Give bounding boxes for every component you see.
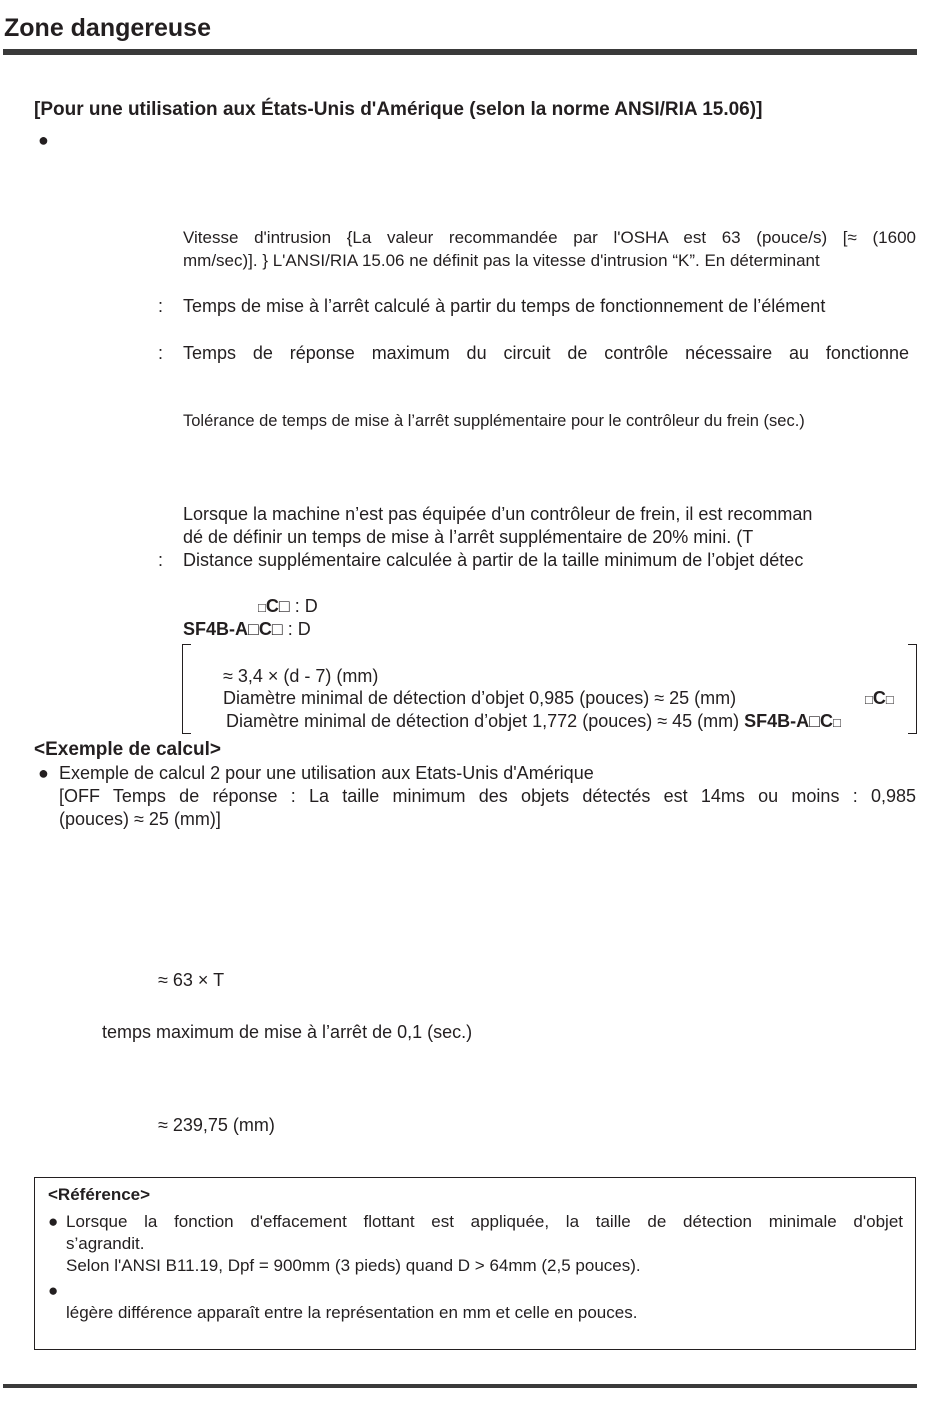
note-line-1: Lorsque la machine n’est pas équipée d’un contrôleur de frein, il est recomman	[183, 504, 813, 524]
tbm-definition: Tolérance de temps de mise à l’arrêt supplémentaire pour le contrôleur du frein (sec.)	[183, 412, 805, 430]
dpf-colon: :	[158, 550, 164, 570]
reference-title: <Référence>	[48, 1185, 151, 1204]
example-result: ≈ 239,75 (mm)	[158, 1115, 275, 1135]
note-line-2: dé de définir un temps de mise à l’arrêt supplémentaire de 20% mini. (T	[183, 527, 754, 547]
diameter-line-2: Diamètre minimal de détection d’objet 1,772 (pouces) ≈ 45 (mm) SF4B-A□C□	[226, 711, 841, 731]
example-stop-time: temps maximum de mise à l’arrêt de 0,1 (sec.)	[102, 1022, 473, 1042]
model-1-line: □C□ : D	[258, 596, 318, 616]
diameter-line-1: Diamètre minimal de détection d’objet 0,985 (pouces) ≈ 25 (mm)	[223, 688, 737, 708]
model-2-line: SF4B-A□C□ : D	[183, 619, 311, 639]
section-heading: [Pour une utilisation aux États-Unis d'Amérique (selon la norme ANSI/RIA 15.06)]	[34, 99, 763, 120]
dpf-definition: Distance supplémentaire calculée à partir de la taille minimum de l’objet détec	[183, 550, 804, 570]
example-heading: <Exemple de calcul>	[34, 739, 221, 760]
reference-bullet-2: ●	[48, 1281, 59, 1300]
example-bullet: ●	[38, 763, 49, 783]
reference-item-1-line-3: Selon l'ANSI B11.19, Dpf = 900mm (3 pieds) quand D > 64mm (2,5 pouces).	[66, 1256, 641, 1275]
example-title: Exemple de calcul 2 pour une utilisation aux Etats-Unis d'Amérique	[59, 763, 594, 783]
bracket-right	[908, 644, 917, 734]
tr-colon: :	[158, 343, 164, 363]
reference-bullet-1: ●	[48, 1212, 59, 1231]
example-condition-line-1: [OFF Temps de réponse : La taille minimum des objets détectés est 14ms ou moins : 0,985	[59, 786, 916, 806]
page-title: Zone dangereuse	[4, 14, 211, 42]
reference-item-2-line-1: légère différence apparaît entre la représentation en mm et celle en pouces.	[66, 1303, 638, 1322]
ts-definition: Temps de mise à l’arrêt calculé à partir du temps de fonctionnement de l’élément	[183, 296, 826, 316]
tr-definition: Temps de réponse maximum du circuit de contrôle nécessaire au fonctionne	[183, 343, 909, 363]
header-rule	[3, 49, 917, 55]
ts-colon: :	[158, 296, 164, 316]
reference-item-1-line-2: s’agrandit.	[66, 1234, 145, 1253]
example-equation: ≈ 63 × T	[158, 970, 225, 990]
reference-item-1-line-1: Lorsque la fonction d'effacement flottant est appliquée, la taille de détection minimale d'objet	[66, 1212, 903, 1231]
diameter-line-1-model: □C□	[865, 688, 894, 708]
example-condition-line-2: (pouces) ≈ 25 (mm)]	[59, 809, 221, 829]
footer-rule	[3, 1384, 917, 1388]
bracket-left	[182, 644, 191, 734]
k-definition-line-2: mm/sec)]. } L'ANSI/RIA 15.06 ne définit pas la vitesse d'intrusion “K”. En déterminant	[183, 251, 820, 270]
section-bullet: ●	[38, 130, 49, 150]
k-definition-line-1: Vitesse d'intrusion {La valeur recommandée par l'OSHA est 63 (pouce/s) [≈ (1600	[183, 228, 916, 247]
dpf-formula: ≈ 3,4 × (d - 7) (mm)	[223, 666, 379, 686]
